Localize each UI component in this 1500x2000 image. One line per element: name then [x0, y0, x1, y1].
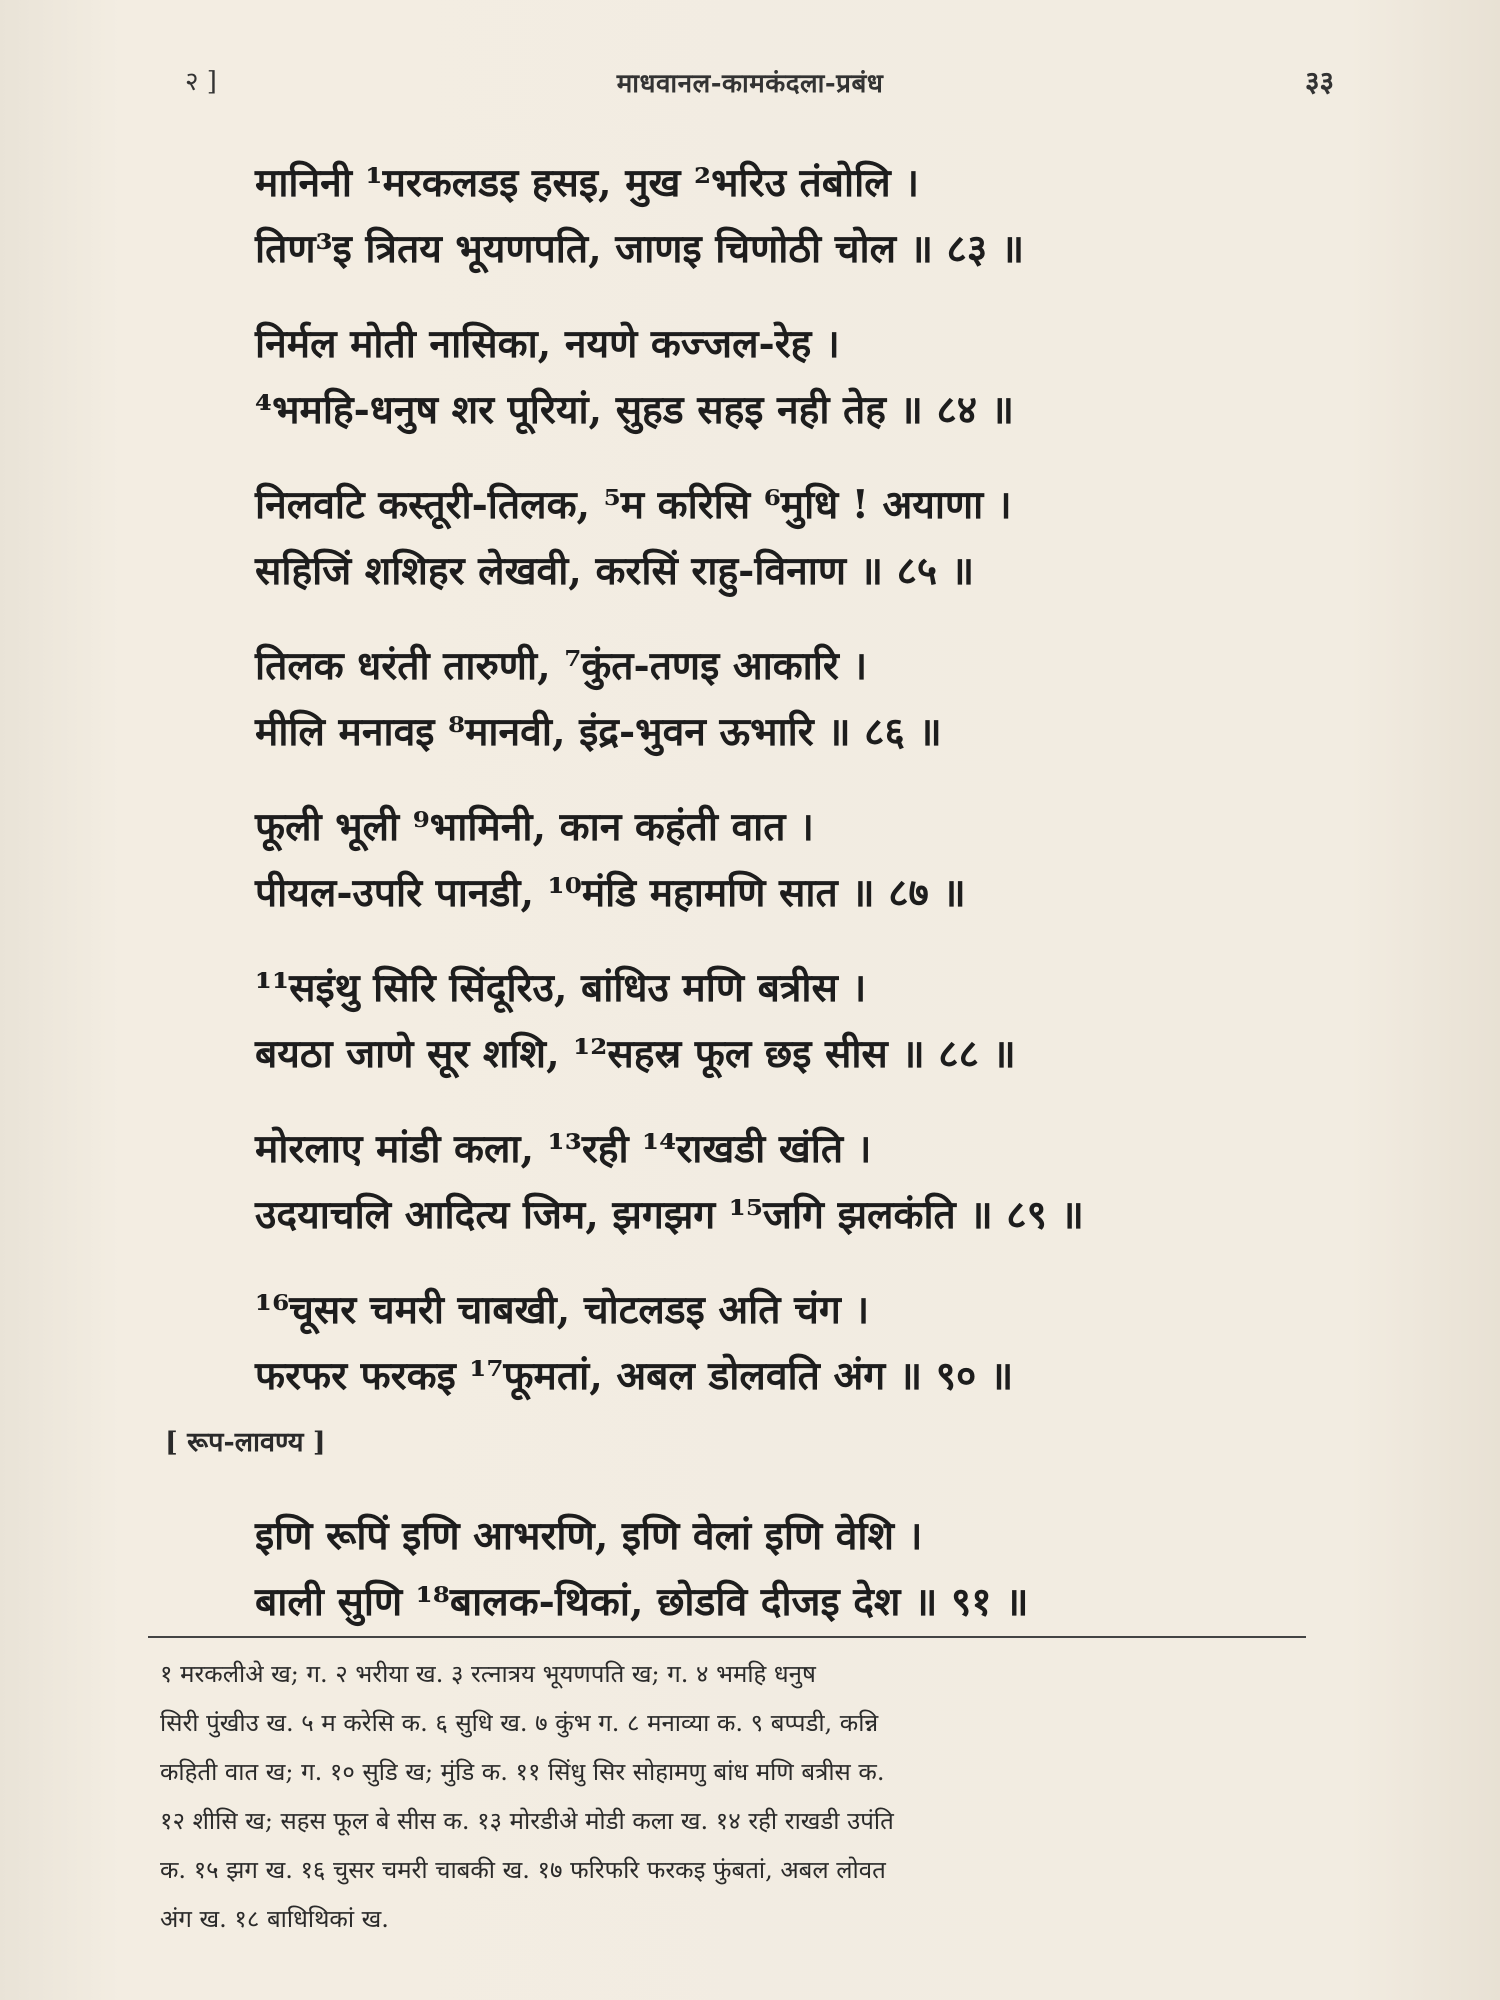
section-heading: [ रूप-लावण्य ] [165, 1427, 326, 1458]
verse-line: मोरलाए मांडी कला, ¹³रही ¹⁴राखडी खंति । [255, 1126, 872, 1172]
verse-line: ¹⁶चूसर चमरी चाबखी, चोटलडइ अति चंग । [255, 1287, 870, 1333]
verse-line: तिलक धरंती तारुणी, ⁷कुंत-तणइ आकारि । [255, 643, 868, 689]
stanza [255, 472, 1305, 604]
stanza [255, 150, 1305, 282]
footnotes [160, 1650, 1320, 1944]
verse-line: फूली भूली ⁹भामिनी, कान कहंती वात । [255, 804, 814, 850]
footnote-line: १२ शीसि ख; सहस फूल बे सीस क. १३ मोरडीअे मोडी कला ख. १४ रही राखडी उपंति [160, 1807, 894, 1835]
verse-line: फरफर फरकइ ¹⁷फूमतां, अबल डोलवति अंग ॥ ९० ॥ [255, 1353, 1014, 1399]
footnote-line: सिरी पुंखीउ ख. ५ म करेसि क. ६ सुधि ख. ७ कुंभ ग. ८ मनाव्या क. ९ बप्पडी, कन्नि [160, 1709, 879, 1737]
verse-line: निलवटि कस्तूरी-तिलक, ⁵म करिसि ⁶मुधि ! अयाणा । [255, 482, 1012, 528]
stanza [255, 955, 1305, 1087]
footnote-line: क. १५ झग ख. १६ चुसर चमरी चाबकी ख. १७ फरिफरि फरकइ फुंबतां, अबल लोवत [160, 1856, 886, 1884]
verse-line: तिण³इ त्रितय भूयणपति, जाणइ चिणोठी चोल ॥ ८३ ॥ [255, 226, 1025, 272]
verse-line: बयठा जाणे सूर शशि, ¹²सहस्र फूल छइ सीस ॥ ८८ ॥ [255, 1031, 1016, 1077]
verse-line: ¹¹सइंथु सिरि सिंदूरिउ, बांधिउ मणि बत्रीस । [255, 965, 867, 1011]
stanza [255, 1116, 1305, 1248]
verse-block [255, 150, 1305, 1438]
verse-line: मानिनी ¹मरकलडइ हसइ, मुख ²भरिउ तंबोलि । [255, 160, 920, 206]
footnote-divider [148, 1636, 1306, 1638]
footnote-line: १ मरकलीअे ख; ग. २ भरीया ख. ३ रत्नात्रय भूयणपति ख; ग. ४ भमहि धनुष [160, 1660, 816, 1688]
footnote-line: कहिती वात ख; ग. १० सुडि ख; मुंडि क. ११ सिंधु सिर सोहामणु बांध मणि बत्रीस क. [160, 1758, 885, 1786]
stanza [255, 1277, 1305, 1409]
verse-line: निर्मल मोती नासिका, नयणे कज्जल-रेह । [255, 321, 840, 367]
chapter-marker: २ ] [185, 67, 217, 97]
verse-line: उदयाचलि आदित्य जिम, झगझग ¹⁵जगि झलकंति ॥ ८९ ॥ [255, 1192, 1084, 1238]
verse-line: बाली सुणि ¹⁸बालक-थिकां, छोडवि दीजइ देश ॥ ९१ ॥ [255, 1579, 1029, 1625]
stanza [255, 311, 1305, 443]
final-stanza [255, 1503, 1305, 1635]
verse-line: सहिजिं शशिहर लेखवी, करसिं राहु-विनाण ॥ ८५ ॥ [255, 548, 975, 594]
verse-line: मीलि मनावइ ⁸मानवी, इंद्र-भुवन ऊभारि ॥ ८६ ॥ [255, 709, 942, 755]
footnote-line: अंग ख. १८ बाधिथिकां ख. [160, 1905, 389, 1933]
page-number: ३३ [1305, 65, 1335, 98]
page-header [0, 62, 1500, 102]
verse-line: ⁴भमहि-धनुष शर पूरियां, सुहड सहइ नही तेह ॥ ८४ ॥ [255, 387, 1014, 433]
verse-line: पीयल-उपरि पानडी, ¹⁰मंडि महामणि सात ॥ ८७ ॥ [255, 870, 966, 916]
verse-line: इणि रूपिं इणि आभरणि, इणि वेलां इणि वेशि । [255, 1513, 923, 1559]
stanza [255, 633, 1305, 765]
stanza [255, 794, 1305, 926]
running-title: माधवानल-कामकंदला-प्रबंध [616, 69, 884, 99]
